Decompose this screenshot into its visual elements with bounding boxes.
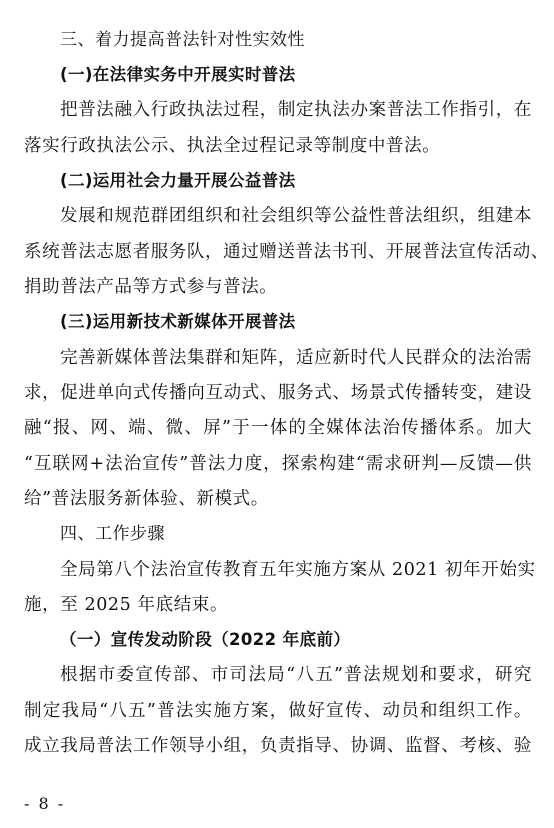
paragraph-line: 成立我局普法工作领导小组，负责指导、协调、监督、考核、验 — [24, 736, 532, 756]
paragraph-line: 落实行政执法公示、执法全过程记录等制度中普法。 — [24, 136, 441, 156]
subsection-heading-3-3: (三)运用新技术新媒体开展普法 — [60, 312, 296, 331]
subsection-heading-3-1: (一)在法律实务中开展实时普法 — [60, 65, 296, 84]
subsection-heading-3-2: (二)运用社会力量开展公益普法 — [60, 171, 296, 190]
paragraph-line: 施，至 2025 年底结束。 — [24, 595, 229, 615]
paragraph-line: 发展和规范群团组织和社会组织等公益性普法组织，组建本 — [60, 206, 532, 226]
paragraph-line: 系统普法志愿者服务队，通过赠送普法书刊、开展普法宣传活动、 — [24, 242, 549, 262]
paragraph-line: 把普法融入行政执法过程，制定执法办案普法工作指引，在 — [60, 100, 532, 120]
paragraph-line: 完善新媒体普法集群和矩阵，适应新时代人民群众的法治需 — [60, 348, 532, 368]
paragraph-line: 全局第八个法治宣传教育五年实施方案从 2021 初年开始实 — [60, 560, 536, 580]
paragraph-line: 给”普法服务新体验、新模式。 — [24, 489, 269, 509]
paragraph-line: 求，促进单向式传播向互动式、服务式、场景式传播转变，建设 — [24, 383, 532, 403]
paragraph-line: 制定我局“八五”普法实施方案，做好宣传、动员和组织工作。 — [24, 701, 532, 721]
paragraph-line: 根据市委宣传部、市司法局“八五”普法规划和要求，研究 — [60, 665, 532, 685]
paragraph-line: 融“报、网、端、微、屏”于一体的全媒体法治传播体系。加大 — [24, 418, 532, 438]
section-heading-4: 四、工作步骤 — [60, 524, 165, 544]
subsection-heading-4-1: （一）宣传发动阶段（2022 年底前） — [60, 630, 351, 649]
page-number: - 8 - — [24, 794, 66, 813]
section-heading-3: 三、着力提高普法针对性实效性 — [60, 30, 305, 50]
paragraph-line: “互联网+法治宣传”普法力度，探索构建“需求研判—反馈—供 — [24, 454, 532, 474]
paragraph-line: 捐助普法产品等方式参与普法。 — [24, 277, 278, 297]
